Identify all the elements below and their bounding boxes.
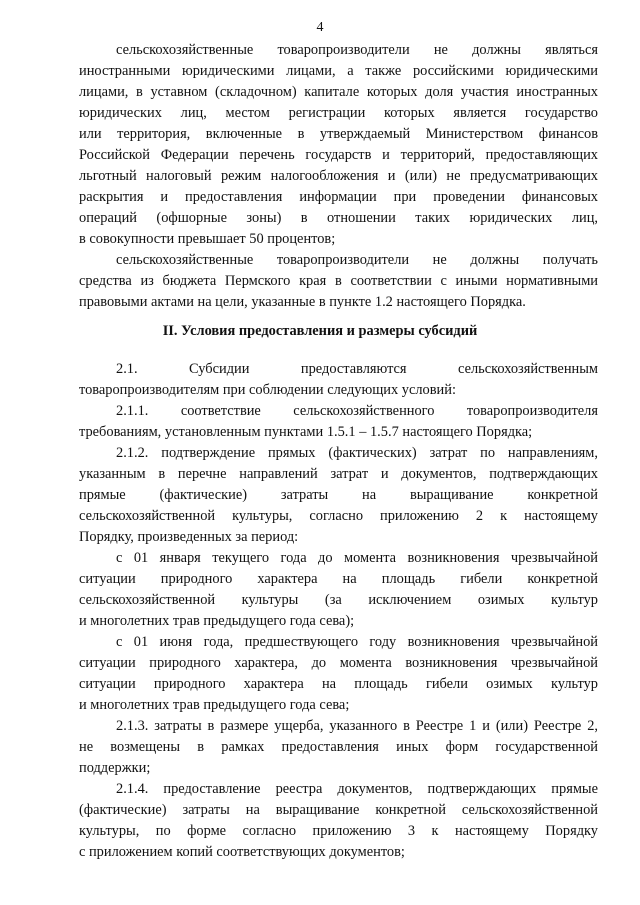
text-line: не возмещены в рамках предоставления иных форм государственной — [79, 739, 598, 755]
text-line: указанным в перечне направлений затрат и документов, подтверждающих — [79, 466, 598, 482]
text-line: лицами, в уставном (складочном) капитале которых доля участия иностранных — [79, 84, 598, 100]
text-line: средства из бюджета Пермского края в соответствии с иными нормативными — [79, 273, 598, 289]
text-line: и многолетних трав предыдущего года сева); — [79, 613, 355, 629]
text-line: правовыми актами на цели, указанные в пункте 1.2 настоящего Порядка. — [79, 294, 526, 310]
text-line: или территория, включенные в утверждаемый Министерством финансов — [79, 126, 598, 142]
text-line: Российской Федерации перечень государств и территорий, предоставляющих — [79, 147, 598, 163]
text-line: с 01 января текущего года до момента возникновения чрезвычайной — [116, 550, 598, 566]
text-line: сельскохозяйственные товаропроизводители не должны получать — [116, 252, 598, 268]
page-number: 4 — [316, 20, 324, 35]
text-line: товаропроизводителям при соблюдении следующих условий: — [79, 382, 456, 398]
text-line: с приложением копий соответствующих документов; — [79, 844, 405, 860]
text-line: в совокупности превышает 50 процентов; — [79, 231, 336, 247]
text-line: культуры, по форме согласно приложению 3 к настоящему Порядку — [79, 823, 598, 839]
text-line: ситуации природного характера, до момента возникновения чрезвычайной — [79, 655, 598, 671]
text-line: с 01 июня года, предшествующего году возникновения чрезвычайной — [116, 634, 598, 650]
text-line: 2.1.3. затраты в размере ущерба, указанного в Реестре 1 и (или) Реестре 2, — [116, 718, 598, 734]
text-line: сельскохозяйственные товаропроизводители не должны являться — [116, 42, 598, 58]
text-line: 2.1. Субсидии предоставляются сельскохозяйственным — [116, 361, 598, 377]
text-line: ситуации природного характера на площадь гибели конкретной — [79, 571, 598, 587]
text-line: 2.1.2. подтверждение прямых (фактических) затрат по направлениям, — [116, 445, 598, 461]
section-heading: II. Условия предоставления и размеры субсидий — [162, 323, 478, 339]
text-line: 2.1.1. соответствие сельскохозяйственного товаропроизводителя — [116, 403, 598, 419]
text-line: льготный налоговый режим налогообложения и (или) не предусматривающих — [79, 168, 598, 184]
text-line: сельскохозяйственной культуры, согласно приложению 2 к настоящему — [79, 508, 598, 524]
text-line: (фактические) затраты на выращивание конкретной сельскохозяйственной — [79, 802, 598, 818]
text-line: ситуации природного характера на площадь гибели озимых культур — [79, 676, 598, 692]
text-line: поддержки; — [79, 760, 151, 776]
text-line: 2.1.4. предоставление реестра документов, подтверждающих прямые — [116, 781, 598, 797]
text-line: операций (офшорные зоны) в отношении таких юридических лиц, — [79, 210, 598, 226]
text-line: сельскохозяйственной культуры (за исключением озимых культур — [79, 592, 598, 608]
text-line: и многолетних трав предыдущего года сева; — [79, 697, 350, 713]
text-line: юридических лиц, местом регистрации которых является государство — [79, 105, 598, 121]
text-line: требованиям, установленным пунктами 1.5.1 – 1.5.7 настоящего Порядка; — [79, 424, 533, 440]
text-line: иностранными юридическими лицами, а также российскими юридическими — [79, 63, 598, 79]
text-line: Порядку, произведенных за период: — [79, 529, 299, 545]
text-line: прямые (фактические) затраты на выращивание конкретной — [79, 487, 598, 503]
text-line: раскрытия и предоставления информации при проведении финансовых — [79, 189, 598, 205]
